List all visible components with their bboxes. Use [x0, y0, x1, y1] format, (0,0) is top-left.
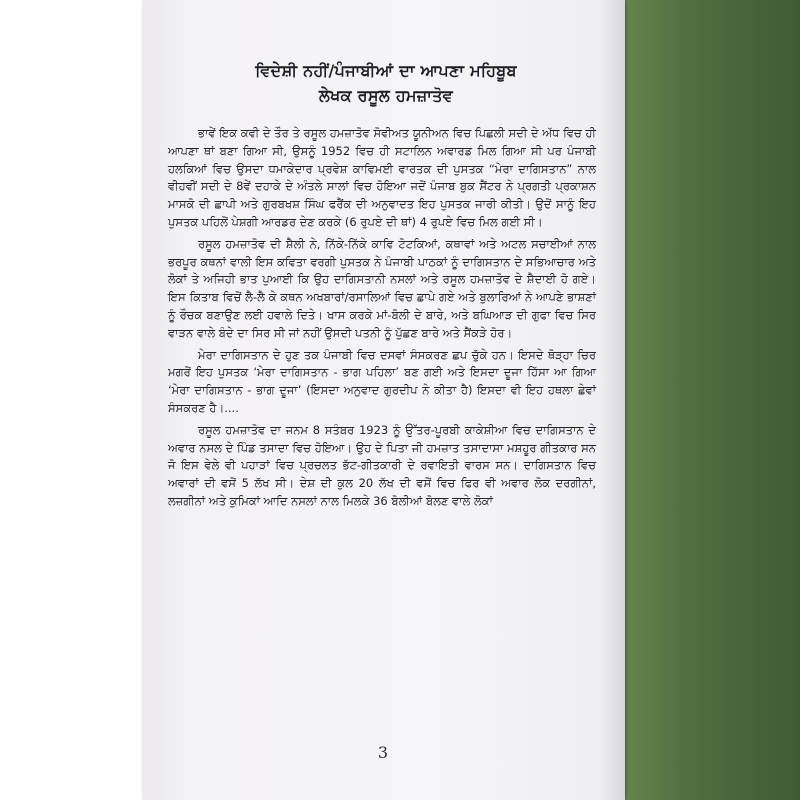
page-edge-shadow	[600, 0, 625, 800]
paragraph-3: ਮੇਰਾ ਦਾਗਿਸਤਾਨ ਦੇ ਹੁਣ ਤਕ ਪੰਜਾਬੀ ਵਿਚ ਦਸਵਾਂ ਸੰਸਕਰਣ ਛਪ ਚੁੱਕੇ ਹਨ। ਇਸਦੇ ਥੋੜ੍ਹਾ ਚਿਰ ਮਗਰੋਂ ਇਹ ਪੁਸਤਕ ‘ਮੇਰਾ ਦਾਗਿਸਤਾਨ - ਭਾਗ ਪਹਿਲਾ’ ਬਣ ਗਈ ਅਤੇ ਇਸਦਾ ਦੂਜਾ ਹਿੱਸਾ ਆ ਗਿਆ ‘ਮੇਰਾ ਦਾਗਿਸਤਾਨ - ਭਾਗ ਦੂਜਾ’ (ਇਸਦਾ ਅਨੁਵਾਦ ਗੁਰਦੀਪ ਨੇ ਕੀਤਾ ਹੈ) ਇਸਦਾ ਵੀ ਇਹ ਹਥਲਾ ਛੇਵਾਂ ਸੰਸਕਰਣ ਹੈ।....	[168, 347, 597, 415]
heading-line-1: ਵਿਦੇਸ਼ੀ ਨਹੀਂ/ਪੰਜਾਬੀਆਂ ਦਾ ਆਪਣਾ ਮਹਿਬੂਬ	[255, 61, 517, 80]
chapter-heading	[190, 58, 582, 108]
paragraph-1: ਭਾਵੇਂ ਇਕ ਕਵੀ ਦੇ ਤੌਰ ਤੇ ਰਸੂਲ ਹਮਜ਼ਾਤੋਵ ਸੋਵੀਅਤ ਯੂਨੀਅਨ ਵਿਚ ਪਿਛਲੀ ਸਦੀ ਦੇ ਅੱਧ ਵਿਚ ਹੀ ਆਪਣਾ ਥਾਂ ਬਣਾ ਗਿਆ ਸੀ, ਉਸਨੂੰ 1952 ਵਿਚ ਹੀ ਸਟਾਲਿਨ ਅਵਾਰਡ ਮਿਲ ਗਿਆ ਸੀ ਪਰ ਪੰਜਾਬੀ ਹਲਕਿਆਂ ਵਿਚ ਉਸਦਾ ਧਮਾਕੇਦਾਰ ਪ੍ਰਵੇਸ਼ ਕਾਵਿਮਈ ਵਾਰਤਕ ਦੀ ਪੁਸਤਕ “ਮੇਰਾ ਦਾਗਿਸਤਾਨ” ਨਾਲ ਵੀਹਵੀਂ ਸਦੀ ਦੇ 8ਵੇਂ ਦਹਾਕੇ ਦੇ ਅੰਤਲੇ ਸਾਲਾਂ ਵਿਚ ਹੋਇਆ ਜਦੋਂ ਪੰਜਾਬ ਬੁਕ ਸੈਂਟਰ ਨੇ ਪ੍ਰਗਤੀ ਪ੍ਰਕਾਸ਼ਨ ਮਾਸਕੋ ਦੀ ਛਾਪੀ ਅਤੇ ਗੁਰਬਖਸ਼ ਸਿੰਘ ਫਰੈਂਕ ਦੀ ਅਨੁਵਾਦਤ ਇਹ ਪੁਸਤਕ ਜਾਰੀ ਕੀਤੀ। ਉਦੋਂ ਸਾਨੂੰ ਇਹ ਪੁਸਤਕ ਪਹਿਲੋਂ ਪੇਸ਼ਗੀ ਆਰਡਰ ਦੇਣ ਕਰਕੇ (6 ਰੁਪਏ ਦੀ ਥਾਂ) 4 ਰੁਪਏ ਵਿਚ ਮਿਲ ਗਈ ਸੀ।	[168, 126, 596, 229]
paragraph-4: ਰਸੂਲ ਹਮਜ਼ਾਤੋਵ ਦਾ ਜਨਮ 8 ਸਤੰਬਰ 1923 ਨੂੰ ਉੱਤਰ-ਪੂਰਬੀ ਕਾਕੇਸ਼ੀਆ ਵਿਚ ਦਾਗਿਸਤਾਨ ਦੇ ਅਵਾਰ ਨਸਲ ਦੇ ਪਿੰਡ ਤਸਾਦਾ ਵਿਚ ਹੋਇਆ। ਉਹ ਦੇ ਪਿਤਾ ਜੀ ਹਮਜ਼ਾਤ ਤਸਾਦਾਸਾ ਮਸ਼ਹੂਰ ਗੀਤਕਾਰ ਸਨ ਜੋ ਇਸ ਵੇਲੇ ਵੀ ਪਹਾੜਾਂ ਵਿਚ ਪ੍ਰਚਲਤ ਭੱਟ-ਗੀਤਕਾਰੀ ਦੇ ਰਵਾਇਤੀ ਵਾਰਸ ਸਨ। ਦਾਗਿਸਤਾਨ ਵਿਚ ਅਵਾਰਾਂ ਦੀ ਵਸੋਂ 5 ਲੱਖ ਸੀ। ਦੇਸ਼ ਦੀ ਕੁਲ 20 ਲੱਖ ਦੀ ਵਸੋਂ ਵਿਚ ਫਿਰ ਵੀ ਅਵਾਰ ਲੋਕ ਦਰਗੀਨਾਂ, ਲਜ਼ਗੀਨਾਂ ਅਤੇ ਕੁਮਿਕਾਂ ਆਦਿ ਨਸਲਾਂ ਨਾਲ ਮਿਲਕੇ 36 ਬੋਲੀਆਂ ਬੋਲਣ ਵਾਲੇ ਲੋਕਾਂ	[168, 422, 596, 508]
body-text	[168, 125, 596, 515]
heading-line-2: ਲੇਖਕ ਰਸੂਲ ਹਮਜ਼ਾਤੋਵ	[319, 86, 453, 105]
paragraph-2: ਰਸੂਲ ਹਮਜ਼ਾਤੋਵ ਦੀ ਸ਼ੈਲੀ ਨੇ, ਨਿੱਕੇ-ਨਿੱਕੇ ਕਾਵਿ ਟੋਟਕਿਆਂ, ਕਥਾਵਾਂ ਅਤੇ ਅਟਲ ਸਚਾਈਆਂ ਨਾਲ ਭਰਪੂਰ ਕਥਨਾਂ ਵਾਲੀ ਇਸ ਕਵਿਤਾ ਵਰਗੀ ਪੁਸਤਕ ਨੇ ਪੰਜਾਬੀ ਪਾਠਕਾਂ ਨੂੰ ਦਾਗਿਸਤਾਨ ਦੇ ਸਭਿਆਚਾਰ ਅਤੇ ਲੋਕਾਂ ਤੇ ਅਜਿਹੀ ਭਾਤ ਪੁਆਈ ਕਿ ਉਹ ਦਾਗਿਸਤਾਨੀ ਨਸਲਾਂ ਅਤੇ ਰਸੂਲ ਹਮਜ਼ਾਤੋਵ ਦੇ ਸ਼ੈਦਾਈ ਹੋ ਗਏ। ਇਸ ਕਿਤਾਬ ਵਿਚੋਂ ਲੈ-ਲੈ ਕੇ ਕਥਨ ਅਖਬਾਰਾਂ/ਰਸਾਲਿਆਂ ਵਿਚ ਛਾਪੇ ਗਏ ਅਤੇ ਬੁਲਾਰਿਆਂ ਨੇ ਆਪਣੇ ਭਾਸ਼ਣਾਂ ਨੂੰ ਰੌਚਕ ਬਣਾਉਣ ਲਈ ਹਵਾਲੇ ਦਿਤੇ। ਖਾਸ ਕਰਕੇ ਮਾਂ-ਬੋਲੀ ਦੇ ਬਾਰੇ, ਅਤੇ ਬਘਿਆੜ ਦੀ ਗੁਫਾ ਵਿਚ ਸਿਰ ਵਾੜਨ ਵਾਲੇ ਬੰਦੇ ਦਾ ਸਿਰ ਸੀ ਜਾਂ ਨਹੀਂ ਉਸਦੀ ਪਤਨੀ ਨੂੰ ਪੁੱਛਣ ਬਾਰੇ ਅਤੇ ਸੈਂਕੜੇ ਹੋਰ।	[168, 236, 596, 340]
green-background	[608, 0, 800, 800]
page-number: 3	[377, 743, 389, 762]
